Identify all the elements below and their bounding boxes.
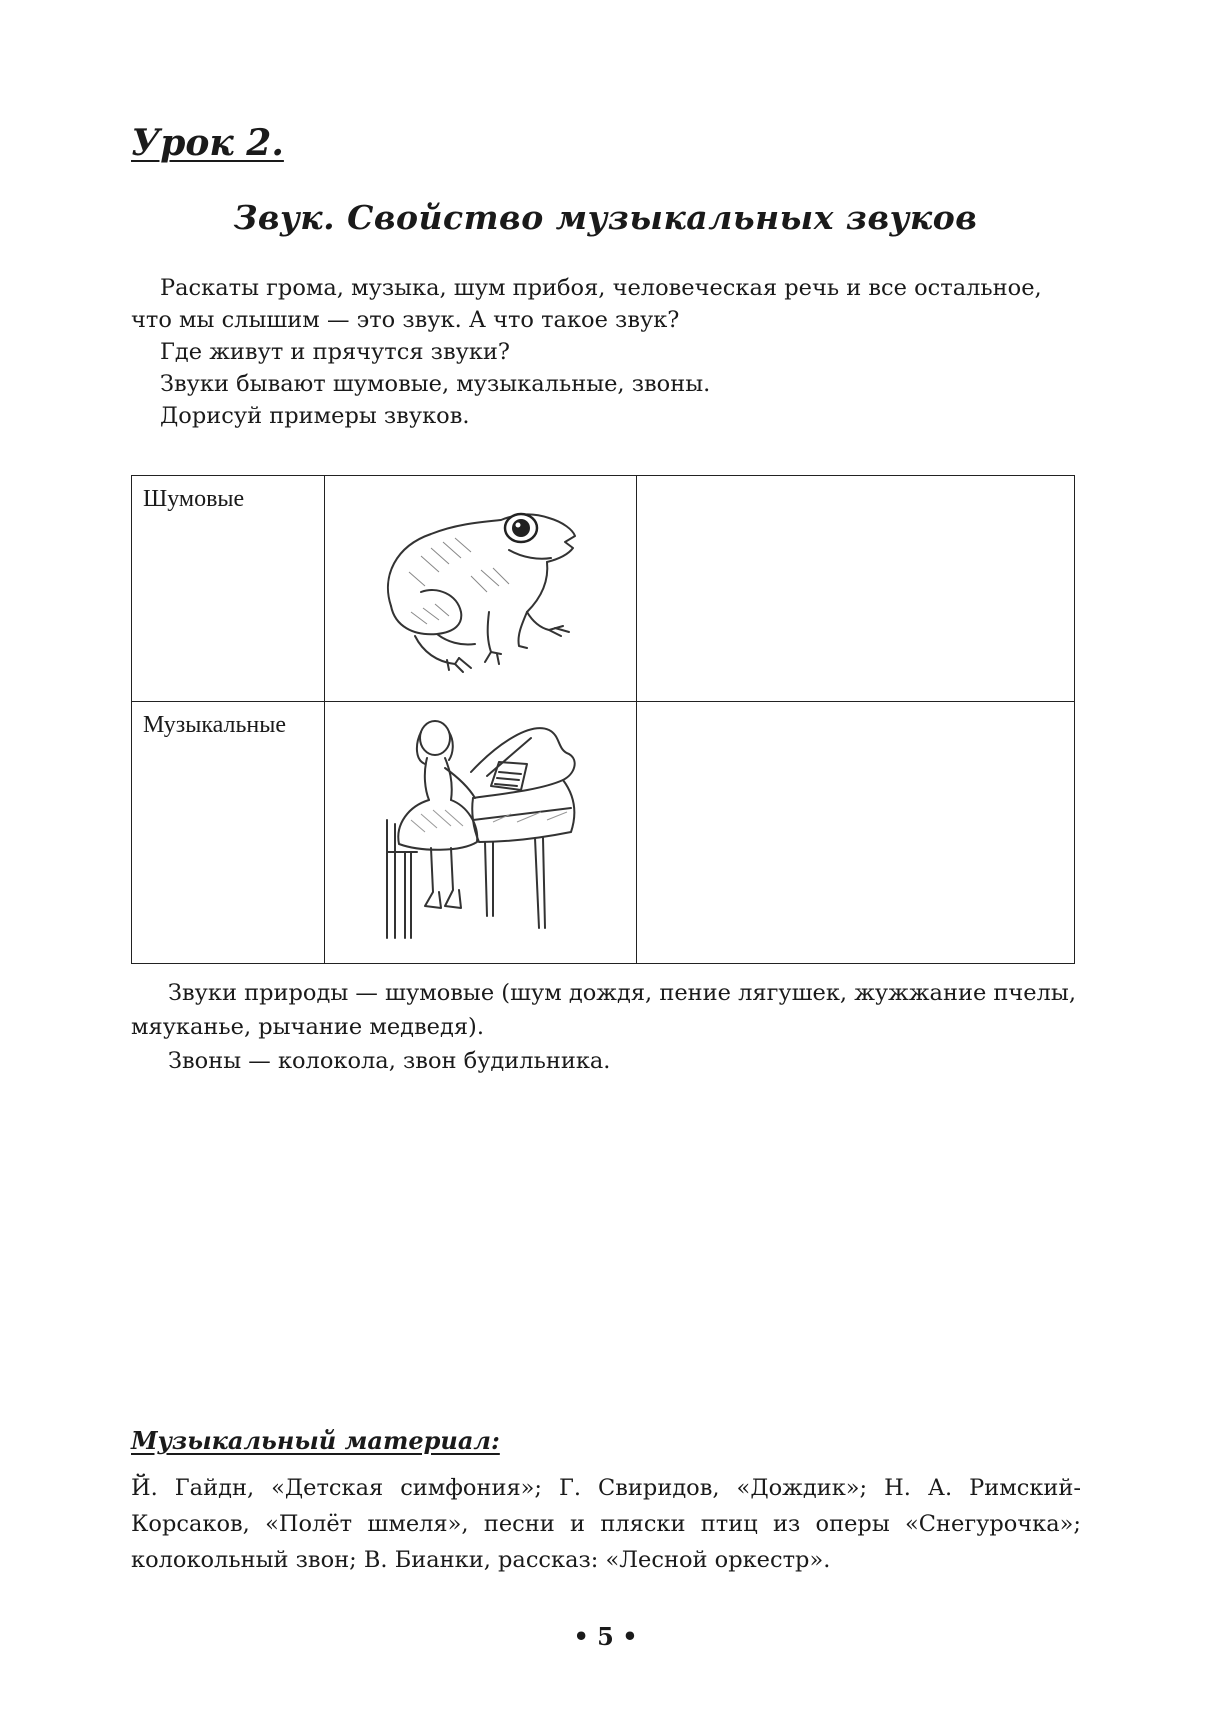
lesson-number: Урок 2.	[131, 122, 284, 164]
intro-paragraph: Где живут и прячутся звуки?	[160, 339, 510, 365]
table-cell-blank-drawing-area[interactable]	[637, 702, 1075, 964]
intro-paragraph: Звуки бывают шумовые, музыкальные, звоны.	[160, 371, 711, 397]
table-cell-blank-drawing-area[interactable]	[637, 476, 1075, 702]
after-paragraph: Звоны — колокола, звон будильника.	[168, 1048, 611, 1074]
row-label-musical: Музыкальные	[143, 712, 287, 738]
intro-paragraph: Дорисуй примеры звуков.	[160, 403, 470, 429]
lesson-title: Звук. Свойство музыкальных звуков	[233, 198, 978, 237]
sound-examples-table	[131, 475, 1075, 964]
page-number: • 5 •	[573, 1622, 638, 1651]
table-cell-picture	[325, 476, 637, 702]
table-cell-picture	[325, 702, 637, 964]
intro-text	[131, 272, 1081, 432]
row-label-noise: Шумовые	[143, 486, 245, 512]
frog-drawing	[351, 476, 611, 676]
table-row-musical	[132, 702, 1075, 964]
material-heading: Музыкальный материал:	[131, 1426, 500, 1455]
table-row-noise	[132, 476, 1075, 702]
after-paragraph: Звуки природы — шумовые (шум дождя, пение лягушек, жужжание пчелы, мяуканье, рычание медведя).	[131, 980, 1076, 1040]
table-cell-label	[132, 702, 325, 964]
material-text: Й. Гайдн, «Детская симфония»; Г. Свиридов, «Дождик»; Н. А. Римский-Корсаков, «Полёт шмеля», песни и пляски птиц из оперы «Снегурочка»; колокольный звон; В. Бианки, рассказ: «Лесной оркестр».	[131, 1475, 1081, 1573]
intro-paragraph: Раскаты грома, музыка, шум прибоя, человеческая речь и все остальное, что мы слышим — это звук. А что такое звук?	[131, 275, 1042, 333]
girl-piano-drawing	[381, 702, 581, 952]
table-cell-label	[132, 476, 325, 702]
after-table-text	[131, 976, 1081, 1078]
